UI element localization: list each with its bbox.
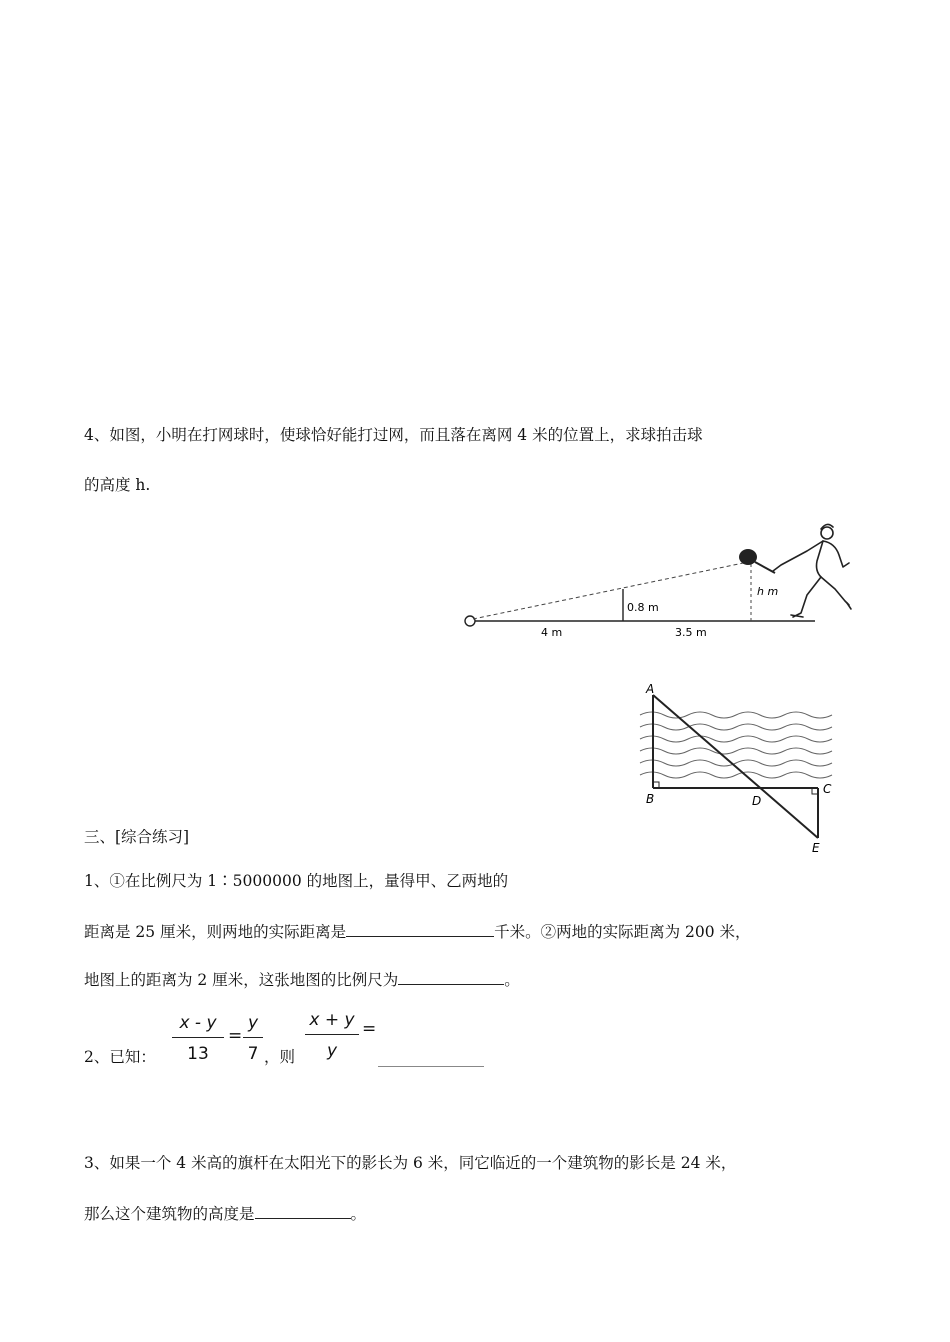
- q1-line2: [84, 922, 751, 941]
- q2-fraction-3: [305, 1010, 359, 1061]
- q1-line3-text-a: 地图上的距离为 2 厘米，这张地图的比例尺为: [84, 971, 399, 989]
- q2-answer-blank[interactable]: [378, 1066, 484, 1067]
- q2-frac1-denominator: 13: [172, 1037, 224, 1064]
- river-figure: [620, 665, 850, 860]
- q1-line1: 1、①在比例尺为 1∶5000000 的地图上，量得甲、乙两地的: [84, 872, 509, 890]
- q1-answer-blank-1[interactable]: [346, 922, 494, 937]
- section3-title: 三、[综合练习]: [84, 828, 190, 846]
- q2-prefix: 2、已知：: [84, 1048, 156, 1066]
- q2-fraction-1: [172, 1013, 224, 1064]
- triangle-lines: [653, 695, 818, 838]
- q2-frac3-denominator: y: [305, 1034, 359, 1061]
- q2-fraction-2: [243, 1013, 263, 1064]
- q2-then: ，则: [264, 1048, 296, 1066]
- ball-trajectory: [473, 561, 753, 619]
- tennis-figure: [455, 515, 875, 645]
- q2-frac2-denominator: 7: [243, 1037, 263, 1064]
- dist-ball-net-label: 4 m: [541, 626, 563, 639]
- q3-line2: [84, 1204, 366, 1223]
- racket-icon: [739, 549, 775, 573]
- dist-net-player-label: 3.5 m: [675, 626, 707, 639]
- problem4-line2: 的高度 h.: [84, 476, 151, 494]
- q1-line2-text-a: 距离是 25 厘米，则两地的实际距离是: [84, 923, 347, 941]
- point-d-label: D: [752, 794, 762, 808]
- q3-line1: 3、如果一个 4 米高的旗杆在太阳光下的影长为 6 米，同它临近的一个建筑物的影长是 24 米，: [84, 1154, 737, 1172]
- ball-landing-point: [465, 616, 475, 626]
- q1-line3: [84, 970, 520, 989]
- q3-line2-text-b: 。: [350, 1205, 367, 1223]
- point-a-label: A: [646, 682, 655, 696]
- q1-answer-blank-2[interactable]: [398, 970, 504, 985]
- point-b-label: B: [646, 792, 655, 806]
- q1-line2-text-b: 千米。②两地的实际距离为 200 米，: [494, 923, 751, 941]
- point-e-label: E: [812, 841, 820, 855]
- tennis-player-icon: [773, 524, 851, 617]
- q2-frac3-numerator: x + y: [309, 1010, 355, 1030]
- point-c-label: C: [823, 782, 832, 796]
- q1-line3-text-b: 。: [504, 971, 520, 989]
- q2-frac2-numerator: y: [247, 1013, 259, 1033]
- q2-equals: =: [228, 1026, 243, 1046]
- q2-frac1-numerator: x - y: [179, 1013, 217, 1033]
- net-height-label: 0.8 m: [627, 601, 659, 614]
- q2-equals-2: =: [362, 1019, 377, 1039]
- q3-answer-blank[interactable]: [255, 1204, 351, 1219]
- hit-height-label: h m: [757, 585, 779, 598]
- q3-line2-text-a: 那么这个建筑物的高度是: [84, 1205, 255, 1223]
- problem4-line1: 4、如图，小明在打网球时，使球恰好能打过网，而且落在离网 4 米的位置上，求球拍击球: [84, 426, 703, 444]
